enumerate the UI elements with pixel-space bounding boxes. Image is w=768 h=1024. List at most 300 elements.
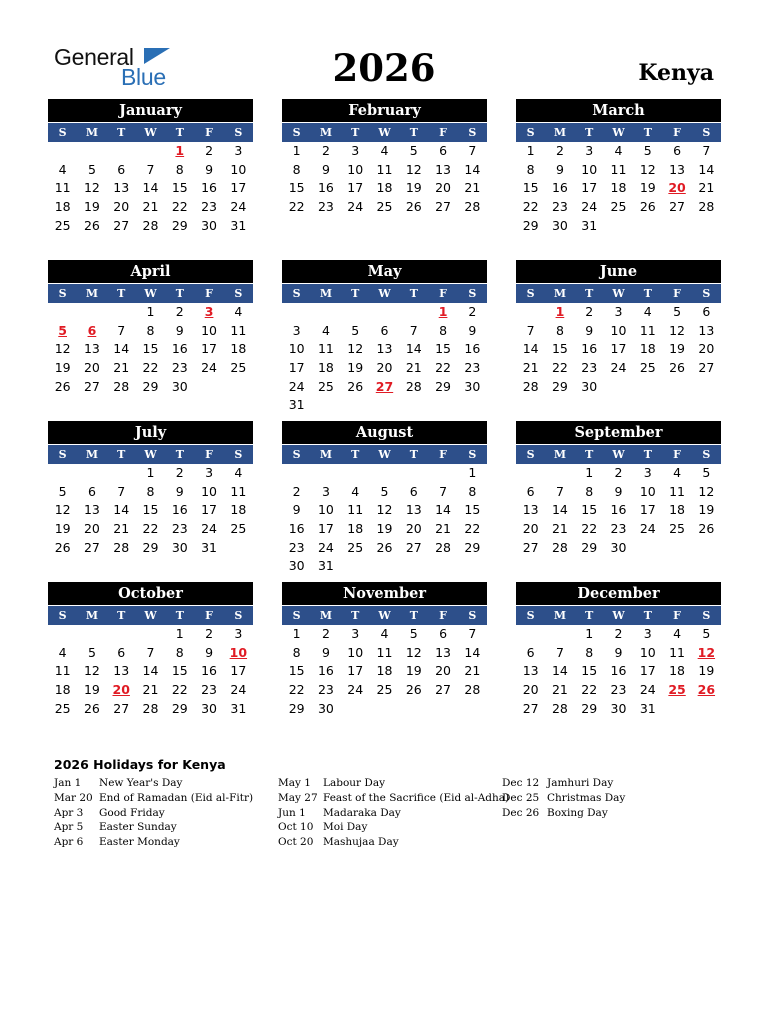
month-september [516, 421, 721, 557]
day-cell: 7 [555, 644, 564, 660]
day-cell: 30 [171, 539, 188, 555]
day-cell: 14 [113, 502, 130, 518]
weekday-label: F [439, 287, 447, 300]
day-grid [282, 625, 487, 718]
weekday-header [516, 284, 721, 303]
day-cell: 7 [146, 644, 155, 660]
weekday-label: W [612, 609, 625, 622]
day-cell: 29 [142, 539, 159, 555]
day-cell: 19 [405, 663, 422, 679]
day-cell: 28 [405, 378, 422, 394]
day-cell: 15 [171, 180, 188, 196]
day-cell: 22 [288, 682, 305, 698]
weekday-label: W [612, 126, 625, 139]
holiday-date: Mar 20 [54, 791, 93, 804]
day-cell: 23 [201, 682, 218, 698]
empty-day-cell [399, 464, 428, 483]
day-cell: 16 [551, 180, 568, 196]
day-cell: 3 [234, 626, 243, 641]
day-cell: 27 [669, 199, 686, 215]
day-cell: 29 [581, 700, 598, 716]
day-cell: 28 [435, 539, 452, 555]
day-cell: 20 [698, 341, 715, 357]
month-april [48, 260, 253, 396]
day-cell: 25 [54, 700, 71, 716]
day-cell: 12 [347, 341, 364, 357]
day-cell: 27 [113, 700, 130, 716]
holiday-day-cell: 26 [697, 682, 716, 698]
day-cell: 7 [526, 322, 535, 338]
day-cell: 14 [698, 161, 715, 177]
day-cell: 4 [614, 143, 623, 158]
empty-day-cell [77, 142, 106, 161]
day-cell: 8 [526, 161, 535, 177]
day-cell: 9 [175, 322, 184, 338]
empty-day-cell [545, 464, 574, 483]
country-name: Kenya [638, 60, 714, 86]
weekday-label: F [205, 126, 213, 139]
day-cell: 12 [54, 341, 71, 357]
weekday-label: S [234, 609, 243, 622]
empty-day-cell [48, 464, 77, 483]
weekday-label: T [117, 448, 126, 461]
day-cell: 5 [87, 644, 96, 660]
empty-day-cell [516, 625, 545, 644]
day-cell: 14 [551, 502, 568, 518]
day-cell: 13 [83, 341, 100, 357]
day-cell: 16 [464, 341, 481, 357]
day-cell: 14 [551, 663, 568, 679]
day-cell: 29 [581, 539, 598, 555]
weekday-label: S [526, 287, 535, 300]
day-cell: 26 [405, 682, 422, 698]
weekday-label: F [673, 448, 681, 461]
weekday-label: F [439, 609, 447, 622]
day-cell: 15 [464, 502, 481, 518]
day-cell: 4 [380, 143, 389, 158]
day-cell: 18 [54, 682, 71, 698]
day-cell: 11 [639, 322, 656, 338]
day-cell: 14 [464, 644, 481, 660]
day-cell: 28 [698, 199, 715, 215]
weekday-label: F [439, 448, 447, 461]
day-cell: 22 [551, 360, 568, 376]
holiday-name: Moi Day [323, 821, 368, 834]
weekday-label: S [58, 287, 67, 300]
day-cell: 12 [405, 161, 422, 177]
day-cell: 3 [614, 304, 623, 319]
day-cell: 10 [639, 483, 656, 499]
holiday-column [502, 776, 625, 820]
day-cell: 11 [376, 161, 393, 177]
day-cell: 27 [83, 539, 100, 555]
day-cell: 9 [614, 644, 623, 660]
day-cell: 29 [171, 217, 188, 233]
day-cell: 29 [288, 700, 305, 716]
weekday-label: S [292, 609, 301, 622]
day-cell: 13 [435, 644, 452, 660]
day-cell: 17 [581, 180, 598, 196]
weekday-label: F [205, 448, 213, 461]
day-cell: 13 [669, 161, 686, 177]
day-cell: 5 [87, 161, 96, 177]
weekday-label: F [673, 287, 681, 300]
day-cell: 24 [201, 521, 218, 537]
day-cell: 6 [409, 483, 418, 499]
day-cell: 19 [669, 341, 686, 357]
day-cell: 15 [288, 663, 305, 679]
day-cell: 21 [405, 360, 422, 376]
holiday-row [502, 806, 625, 821]
day-cell: 6 [117, 161, 126, 177]
day-cell: 17 [347, 180, 364, 196]
day-cell: 5 [409, 626, 418, 641]
day-cell: 21 [142, 199, 159, 215]
holiday-day-cell: 1 [175, 143, 185, 158]
weekday-label: W [612, 448, 625, 461]
day-cell: 21 [464, 663, 481, 679]
month-title: May [282, 260, 487, 283]
holiday-row [278, 776, 509, 791]
holiday-day-cell: 5 [58, 322, 67, 338]
day-cell: 11 [317, 341, 334, 357]
day-cell: 14 [464, 161, 481, 177]
day-cell: 17 [201, 341, 218, 357]
month-august [282, 421, 487, 576]
day-cell: 1 [175, 626, 184, 641]
day-cell: 30 [201, 217, 218, 233]
day-cell: 21 [522, 360, 539, 376]
day-cell: 16 [317, 180, 334, 196]
day-cell: 19 [698, 502, 715, 518]
weekday-label: T [585, 287, 594, 300]
day-cell: 6 [380, 322, 389, 338]
weekday-label: T [117, 126, 126, 139]
day-cell: 23 [317, 682, 334, 698]
month-title: March [516, 99, 721, 122]
weekday-label: T [643, 126, 652, 139]
day-grid [282, 142, 487, 217]
day-cell: 19 [83, 199, 100, 215]
day-cell: 18 [376, 663, 393, 679]
day-cell: 15 [142, 341, 159, 357]
day-cell: 9 [175, 483, 184, 499]
day-cell: 6 [439, 626, 448, 641]
day-cell: 30 [581, 378, 598, 394]
day-cell: 10 [581, 161, 598, 177]
day-cell: 2 [321, 143, 330, 158]
weekday-label: S [292, 287, 301, 300]
day-cell: 3 [351, 626, 360, 641]
day-cell: 5 [702, 465, 711, 480]
day-cell: 25 [54, 217, 71, 233]
day-cell: 16 [201, 180, 218, 196]
month-title: July [48, 421, 253, 444]
month-january [48, 99, 253, 235]
day-cell: 23 [317, 199, 334, 215]
holiday-row [54, 806, 253, 821]
weekday-label: T [351, 126, 360, 139]
holiday-date: Apr 6 [54, 836, 84, 849]
day-cell: 3 [321, 483, 330, 499]
day-cell: 20 [83, 360, 100, 376]
day-cell: 21 [142, 682, 159, 698]
day-cell: 4 [321, 322, 330, 338]
day-grid [48, 303, 253, 396]
day-cell: 15 [581, 502, 598, 518]
weekday-label: T [175, 126, 184, 139]
day-cell: 26 [83, 700, 100, 716]
day-cell: 22 [581, 682, 598, 698]
day-cell: 24 [317, 539, 334, 555]
empty-day-cell [282, 303, 311, 322]
day-cell: 20 [376, 360, 393, 376]
weekday-header [516, 445, 721, 464]
day-cell: 11 [610, 161, 627, 177]
holiday-day-cell: 1 [438, 304, 448, 319]
weekday-header [282, 445, 487, 464]
holiday-name: End of Ramadan (Eid al-Fitr) [99, 791, 254, 804]
month-march [516, 99, 721, 235]
day-cell: 10 [288, 341, 305, 357]
empty-day-cell [107, 142, 136, 161]
holiday-name: Easter Sunday [99, 821, 177, 834]
weekday-label: M [553, 126, 567, 139]
weekday-label: T [175, 448, 184, 461]
day-cell: 27 [435, 682, 452, 698]
day-cell: 30 [464, 378, 481, 394]
weekday-label: W [378, 287, 391, 300]
day-cell: 2 [585, 304, 594, 319]
day-cell: 9 [321, 161, 330, 177]
day-cell: 7 [117, 322, 126, 338]
weekday-label: T [409, 609, 418, 622]
day-cell: 18 [230, 341, 247, 357]
day-cell: 29 [522, 217, 539, 233]
empty-day-cell [77, 625, 106, 644]
day-cell: 4 [234, 465, 243, 480]
day-cell: 3 [351, 143, 360, 158]
day-cell: 12 [639, 161, 656, 177]
weekday-label: S [468, 448, 477, 461]
day-cell: 4 [673, 626, 682, 641]
day-cell: 2 [205, 143, 214, 158]
day-cell: 19 [639, 180, 656, 196]
holiday-name: Easter Monday [99, 836, 180, 849]
weekday-header [48, 606, 253, 625]
day-grid [48, 625, 253, 718]
weekday-label: T [351, 287, 360, 300]
empty-day-cell [107, 625, 136, 644]
holiday-row [278, 835, 509, 850]
day-cell: 9 [614, 483, 623, 499]
day-cell: 31 [288, 397, 305, 413]
day-cell: 7 [702, 143, 711, 158]
day-cell: 15 [551, 341, 568, 357]
day-cell: 20 [113, 199, 130, 215]
holiday-row [278, 806, 509, 821]
holiday-date: Jun 1 [278, 806, 306, 819]
day-cell: 15 [288, 180, 305, 196]
day-cell: 20 [83, 521, 100, 537]
day-cell: 10 [347, 644, 364, 660]
day-cell: 28 [464, 682, 481, 698]
day-cell: 12 [698, 483, 715, 499]
day-cell: 18 [230, 502, 247, 518]
day-cell: 3 [292, 322, 301, 338]
empty-day-cell [341, 303, 370, 322]
holiday-day-cell: 3 [204, 304, 214, 319]
holiday-date: May 27 [278, 791, 318, 804]
day-cell: 16 [610, 663, 627, 679]
month-may [282, 260, 487, 415]
day-cell: 8 [175, 644, 184, 660]
weekday-label: S [58, 126, 67, 139]
month-february [282, 99, 487, 217]
day-cell: 22 [171, 199, 188, 215]
weekday-label: M [319, 609, 333, 622]
holiday-date: Jan 1 [54, 777, 82, 789]
day-cell: 29 [464, 539, 481, 555]
day-cell: 18 [639, 341, 656, 357]
weekday-label: S [292, 126, 301, 139]
day-cell: 12 [83, 663, 100, 679]
day-cell: 19 [83, 682, 100, 698]
empty-day-cell [341, 464, 370, 483]
day-cell: 22 [435, 360, 452, 376]
day-cell: 14 [142, 663, 159, 679]
day-grid [516, 464, 721, 557]
day-cell: 22 [142, 360, 159, 376]
day-cell: 6 [702, 304, 711, 319]
day-cell: 23 [201, 199, 218, 215]
day-cell: 7 [117, 483, 126, 499]
day-cell: 2 [555, 143, 564, 158]
weekday-label: M [553, 609, 567, 622]
day-cell: 22 [464, 521, 481, 537]
day-cell: 1 [468, 465, 477, 480]
day-cell: 23 [581, 360, 598, 376]
weekday-label: F [439, 126, 447, 139]
day-cell: 30 [551, 217, 568, 233]
day-grid [282, 303, 487, 415]
weekday-label: T [409, 287, 418, 300]
day-cell: 7 [468, 626, 477, 641]
day-cell: 13 [113, 663, 130, 679]
empty-day-cell [545, 625, 574, 644]
day-cell: 28 [113, 539, 130, 555]
empty-day-cell [48, 142, 77, 161]
weekday-label: F [205, 609, 213, 622]
day-cell: 15 [171, 663, 188, 679]
day-cell: 4 [351, 483, 360, 499]
day-cell: 17 [610, 341, 627, 357]
day-cell: 29 [142, 378, 159, 394]
day-cell: 19 [54, 521, 71, 537]
day-cell: 25 [669, 521, 686, 537]
month-title: February [282, 99, 487, 122]
day-cell: 7 [409, 322, 418, 338]
month-title: August [282, 421, 487, 444]
weekday-label: S [234, 448, 243, 461]
month-july [48, 421, 253, 557]
day-cell: 30 [317, 700, 334, 716]
day-cell: 21 [113, 521, 130, 537]
day-cell: 14 [522, 341, 539, 357]
day-grid [516, 303, 721, 396]
weekday-label: T [351, 609, 360, 622]
day-cell: 19 [347, 360, 364, 376]
weekday-label: T [409, 448, 418, 461]
month-title: January [48, 99, 253, 122]
day-cell: 11 [54, 663, 71, 679]
weekday-label: W [378, 609, 391, 622]
day-cell: 19 [405, 180, 422, 196]
weekday-label: S [526, 448, 535, 461]
day-cell: 9 [292, 502, 301, 518]
day-cell: 1 [585, 626, 594, 641]
weekday-header [282, 606, 487, 625]
empty-day-cell [107, 464, 136, 483]
day-cell: 27 [522, 700, 539, 716]
holiday-date: Oct 10 [278, 821, 314, 834]
weekday-label: T [643, 287, 652, 300]
day-cell: 31 [230, 217, 247, 233]
empty-day-cell [136, 142, 165, 161]
day-cell: 13 [405, 502, 422, 518]
holiday-day-cell: 1 [555, 304, 565, 319]
weekday-label: W [144, 448, 157, 461]
day-cell: 24 [639, 682, 656, 698]
day-cell: 18 [54, 199, 71, 215]
month-title: September [516, 421, 721, 444]
day-cell: 12 [376, 502, 393, 518]
day-cell: 3 [234, 143, 243, 158]
month-title: December [516, 582, 721, 605]
day-cell: 12 [669, 322, 686, 338]
day-grid [48, 142, 253, 235]
logo-text-general: General [54, 44, 134, 70]
day-cell: 25 [230, 360, 247, 376]
day-cell: 18 [317, 360, 334, 376]
day-cell: 8 [585, 483, 594, 499]
day-cell: 15 [581, 663, 598, 679]
day-cell: 11 [54, 180, 71, 196]
day-cell: 1 [146, 465, 155, 480]
day-cell: 27 [522, 539, 539, 555]
weekday-label: M [85, 609, 99, 622]
weekday-header [48, 284, 253, 303]
day-cell: 13 [376, 341, 393, 357]
day-cell: 28 [142, 217, 159, 233]
day-cell: 22 [171, 682, 188, 698]
weekday-label: T [585, 609, 594, 622]
day-cell: 10 [639, 644, 656, 660]
day-cell: 4 [673, 465, 682, 480]
weekday-label: S [292, 448, 301, 461]
day-cell: 23 [288, 539, 305, 555]
day-cell: 27 [698, 360, 715, 376]
day-cell: 25 [347, 539, 364, 555]
day-cell: 26 [54, 378, 71, 394]
day-cell: 31 [317, 558, 334, 574]
weekday-label: M [319, 287, 333, 300]
weekday-label: M [319, 126, 333, 139]
day-cell: 25 [610, 199, 627, 215]
day-cell: 5 [643, 143, 652, 158]
weekday-label: T [585, 448, 594, 461]
day-cell: 22 [522, 199, 539, 215]
